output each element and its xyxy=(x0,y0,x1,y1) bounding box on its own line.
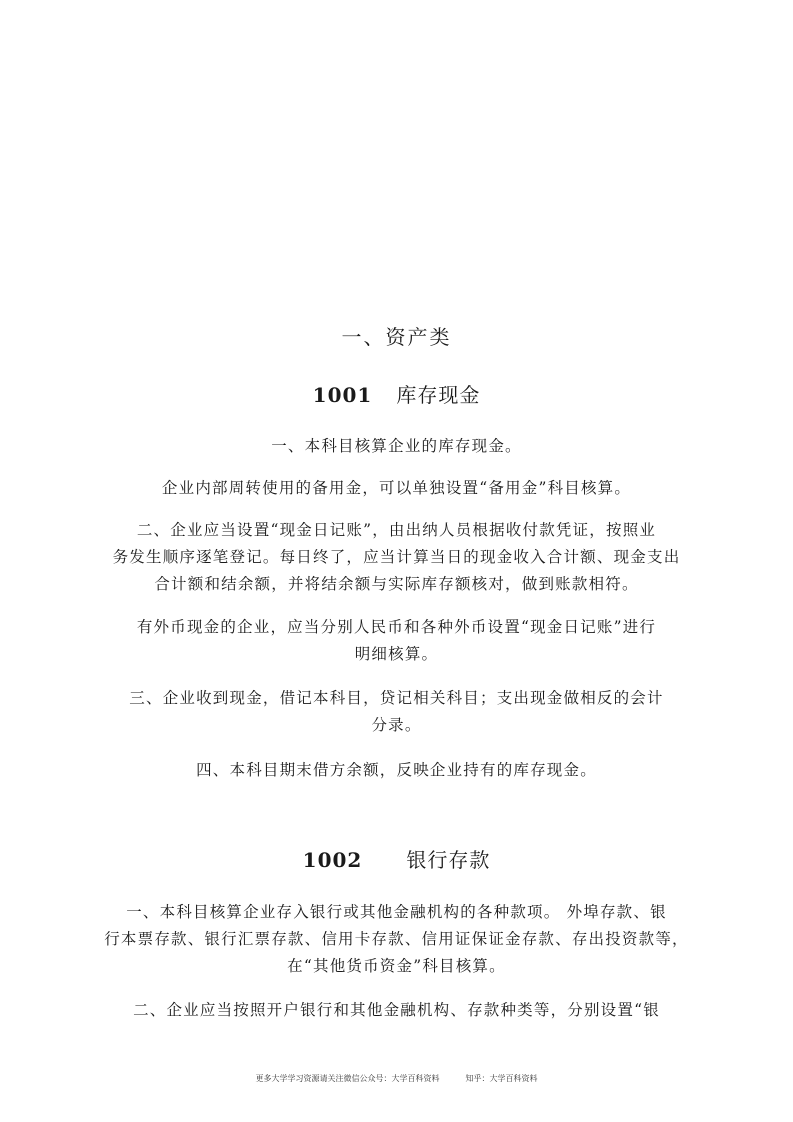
paragraph-line: 分录。 xyxy=(371,716,422,734)
page-title: 一、资产类 xyxy=(341,325,452,349)
footer-wechat: 更多大学学习资源请关注微信公众号：大学百科资料 xyxy=(255,1074,440,1083)
paragraph-line: 三、企业收到现金，借记本科目，贷记相关科目；支出现金做相反的会计 xyxy=(129,689,664,707)
paragraph-line: 企业内部周转使用的备用金，可以单独设置“备用金”科目核算。 xyxy=(161,479,632,497)
page-footer xyxy=(0,1073,793,1084)
paragraph-line: 有外币现金的企业，应当分别人民币和各种外币设置“现金日记账”进行 xyxy=(136,618,657,636)
paragraph-line: 一、本科目核算企业的库存现金。 xyxy=(271,437,522,455)
section-code: 1002 xyxy=(302,848,363,872)
paragraph-line: 一、本科目核算企业存入银行或其他金融机构的各种款项。 外埠存款、银 xyxy=(126,903,667,921)
paragraph-line: 行本票存款、银行汇票存款、信用卡存款、信用证保证金存款、存出投资款等， xyxy=(104,930,689,948)
paragraph-line: 务发生顺序逐笔登记。每日终了，应当计算当日的现金收入合计额、现金支出 xyxy=(112,548,681,566)
footer-zhihu: 知乎：大学百科资料 xyxy=(465,1074,538,1083)
paragraph-line: 合计额和结余额，并将结余额与实际库存额核对，做到账款相符。 xyxy=(154,575,639,593)
paragraph-line: 二、企业应当按照开户银行和其他金融机构、存款种类等，分别设置“银 xyxy=(133,1001,660,1019)
section-heading-1001 xyxy=(0,382,793,408)
paragraph-line: 在“其他货币资金”科目核算。 xyxy=(287,957,506,975)
section-heading-1002 xyxy=(0,847,793,873)
paragraph-line: 明细核算。 xyxy=(354,645,439,663)
section-name: 库存现金 xyxy=(396,383,481,407)
section-name: 银行存款 xyxy=(406,848,491,872)
paragraph-line: 四、本科目期末借方余额，反映企业持有的库存现金。 xyxy=(196,761,597,779)
section-code: 1001 xyxy=(312,383,373,407)
paragraph-line: 二、企业应当设置“现金日记账”，由出纳人员根据收付款凭证，按照业 xyxy=(136,521,657,539)
